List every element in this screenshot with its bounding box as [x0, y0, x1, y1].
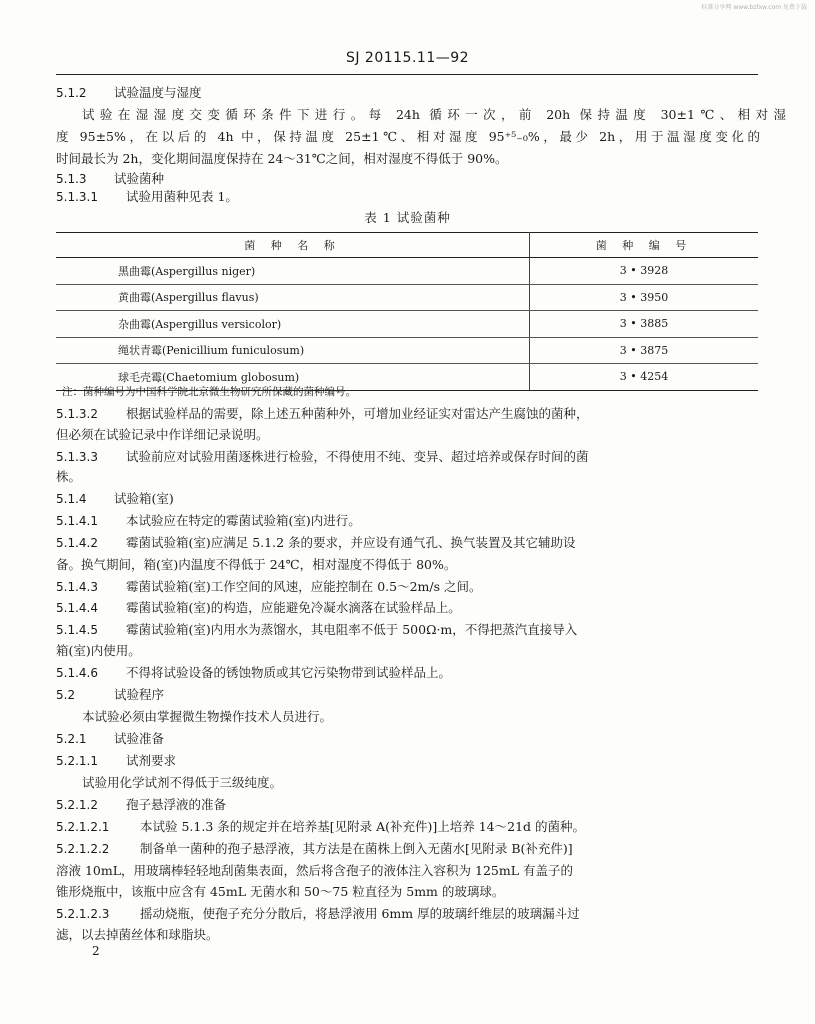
- clause-line: 5.2.1.2.3 摇动烧瓶，使孢子充分分散后，将悬浮液用 6mm 厚的玻璃纤维层的玻璃漏斗过: [56, 906, 580, 921]
- paragraph-line: 时间最长为 2h，变化期间温度保持在 24～31℃之间，相对湿度不得低于 90%。: [56, 151, 508, 166]
- paragraph-line: 但必须在试验记录中作详细记录说明。: [56, 427, 269, 442]
- paragraph-line: 本试验必须由掌握微生物操作技术人员进行。: [82, 709, 333, 724]
- clause-line: 5.1.3.1 试验用菌种见表 1。: [56, 189, 238, 204]
- clause-line: 5.1.4.3 霉菌试验箱(室)工作空间的风速，应能控制在 0.5～2m/s 之间。: [56, 579, 482, 594]
- paragraph-line: 试验用化学试剂不得低于三级纯度。: [82, 775, 283, 790]
- page-number: 2: [92, 944, 100, 958]
- paragraph-line: 备。换气期间，箱(室)内温度不得低于 24℃，相对湿度不得低于 80%。: [56, 557, 457, 572]
- header-divider: [56, 74, 758, 75]
- strain-code-cell: 3 • 3885: [530, 311, 759, 338]
- column-header-name: 菌 种 名 称: [56, 233, 530, 258]
- clause-line: 5.1.4.4 霉菌试验箱(室)的构造，应能避免冷凝水滴落在试验样品上。: [56, 600, 461, 615]
- strain-code-cell: 3 • 3928: [530, 258, 759, 285]
- table-row: [56, 311, 758, 338]
- strain-name-cell: 黄曲霉(Aspergillus flavus): [56, 284, 530, 311]
- paragraph-line: 锥形烧瓶中，该瓶中应含有 45mL 无菌水和 50～75 粒直径为 5mm 的玻璃球。: [56, 884, 505, 899]
- section-heading: 5.1.3 试验菌种: [56, 171, 165, 186]
- table-caption: 表 1 试验菌种: [364, 210, 451, 225]
- section-heading: 5.2 试验程序: [56, 687, 165, 702]
- strain-code-cell: 3 • 3950: [530, 284, 759, 311]
- strain-name-cell: 杂曲霉(Aspergillus versicolor): [56, 311, 530, 338]
- clause-line: 5.2.1.1 试剂要求: [56, 753, 177, 768]
- section-heading: 5.1.4 试验箱(室): [56, 491, 174, 506]
- table-row: [56, 258, 758, 285]
- strain-name-cell: 黑曲霉(Aspergillus niger): [56, 258, 530, 285]
- table-header-row: [56, 233, 758, 258]
- strain-table: [56, 232, 758, 391]
- strain-name-cell: 绳状青霉(Penicillium funiculosum): [56, 337, 530, 364]
- clause-line: 5.1.3.2 根据试验样品的需要，除上述五种菌种外，可增加业经证实对雷达产生腐蚀的菌种，: [56, 406, 589, 421]
- section-heading: 5.2.1 试验准备: [56, 731, 165, 746]
- strain-code-cell: 3 • 3875: [530, 337, 759, 364]
- paragraph-line: 溶液 10mL，用玻璃棒轻轻地刮菌集表面，然后将含孢子的液体注入容积为 125mL 有盖子的: [56, 863, 573, 878]
- paragraph-line: 度 95±5%，在以后的 4h 中，保持温度 25±1℃、相对湿度 95⁺⁵₋₀%，最少 2h，用于温湿度变化的: [56, 129, 760, 144]
- clause-line: 5.1.3.3 试验前应对试验用菌逐株进行检验，不得使用不纯、变异、超过培养或保存时间的菌: [56, 449, 589, 464]
- paragraph-line: 试验在湿湿度交变循环条件下进行。每 24h 循环一次，前 20h 保持温度 30±1℃、相对湿: [82, 107, 786, 122]
- clause-line: 5.1.4.2 霉菌试验箱(室)应满足 5.1.2 条的要求，并应设有通气孔、换气装置及其它辅助设: [56, 535, 576, 550]
- watermark-text: 标准分享网 www.bzfxw.com 免费下载: [701, 4, 807, 11]
- clause-line: 5.2.1.2 孢子悬浮液的准备: [56, 797, 227, 812]
- table-row: [56, 284, 758, 311]
- paragraph-line: 滤，以去掉菌丝体和球脂块。: [56, 927, 219, 942]
- strain-code-cell: 3 • 4254: [530, 364, 759, 391]
- clause-line: 5.2.1.2.1 本试验 5.1.3 条的规定并在培养基[见附录 A(补充件)]上培养 14～21d 的菌种。: [56, 819, 586, 834]
- paragraph-line: 箱(室)内使用。: [56, 643, 141, 658]
- standard-code-header: SJ 20115.11—92: [345, 50, 470, 66]
- column-header-code: 菌 种 编 号: [530, 233, 759, 258]
- clause-line: 5.1.4.5 霉菌试验箱(室)内用水为蒸馏水，其电阻率不低于 500Ω·m，不得把蒸汽直接导入: [56, 622, 578, 637]
- strain-name-cell: 球毛壳霉(Chaetomium globosum): [56, 364, 530, 391]
- table-note: 注：菌种编号为中国科学院北京微生物研究所保藏的菌种编号。: [62, 386, 356, 398]
- table-row: [56, 337, 758, 364]
- paragraph-line: 株。: [56, 469, 82, 484]
- clause-line: 5.1.4.1 本试验应在特定的霉菌试验箱(室)内进行。: [56, 513, 361, 528]
- section-heading: 5.1.2 试验温度与湿度: [56, 85, 202, 100]
- clause-line: 5.1.4.6 不得将试验设备的锈蚀物质或其它污染物带到试验样品上。: [56, 665, 452, 680]
- clause-line: 5.2.1.2.2 制备单一菌种的孢子悬浮液，其方法是在菌株上倒入无菌水[见附录 B(补充件)]: [56, 841, 573, 856]
